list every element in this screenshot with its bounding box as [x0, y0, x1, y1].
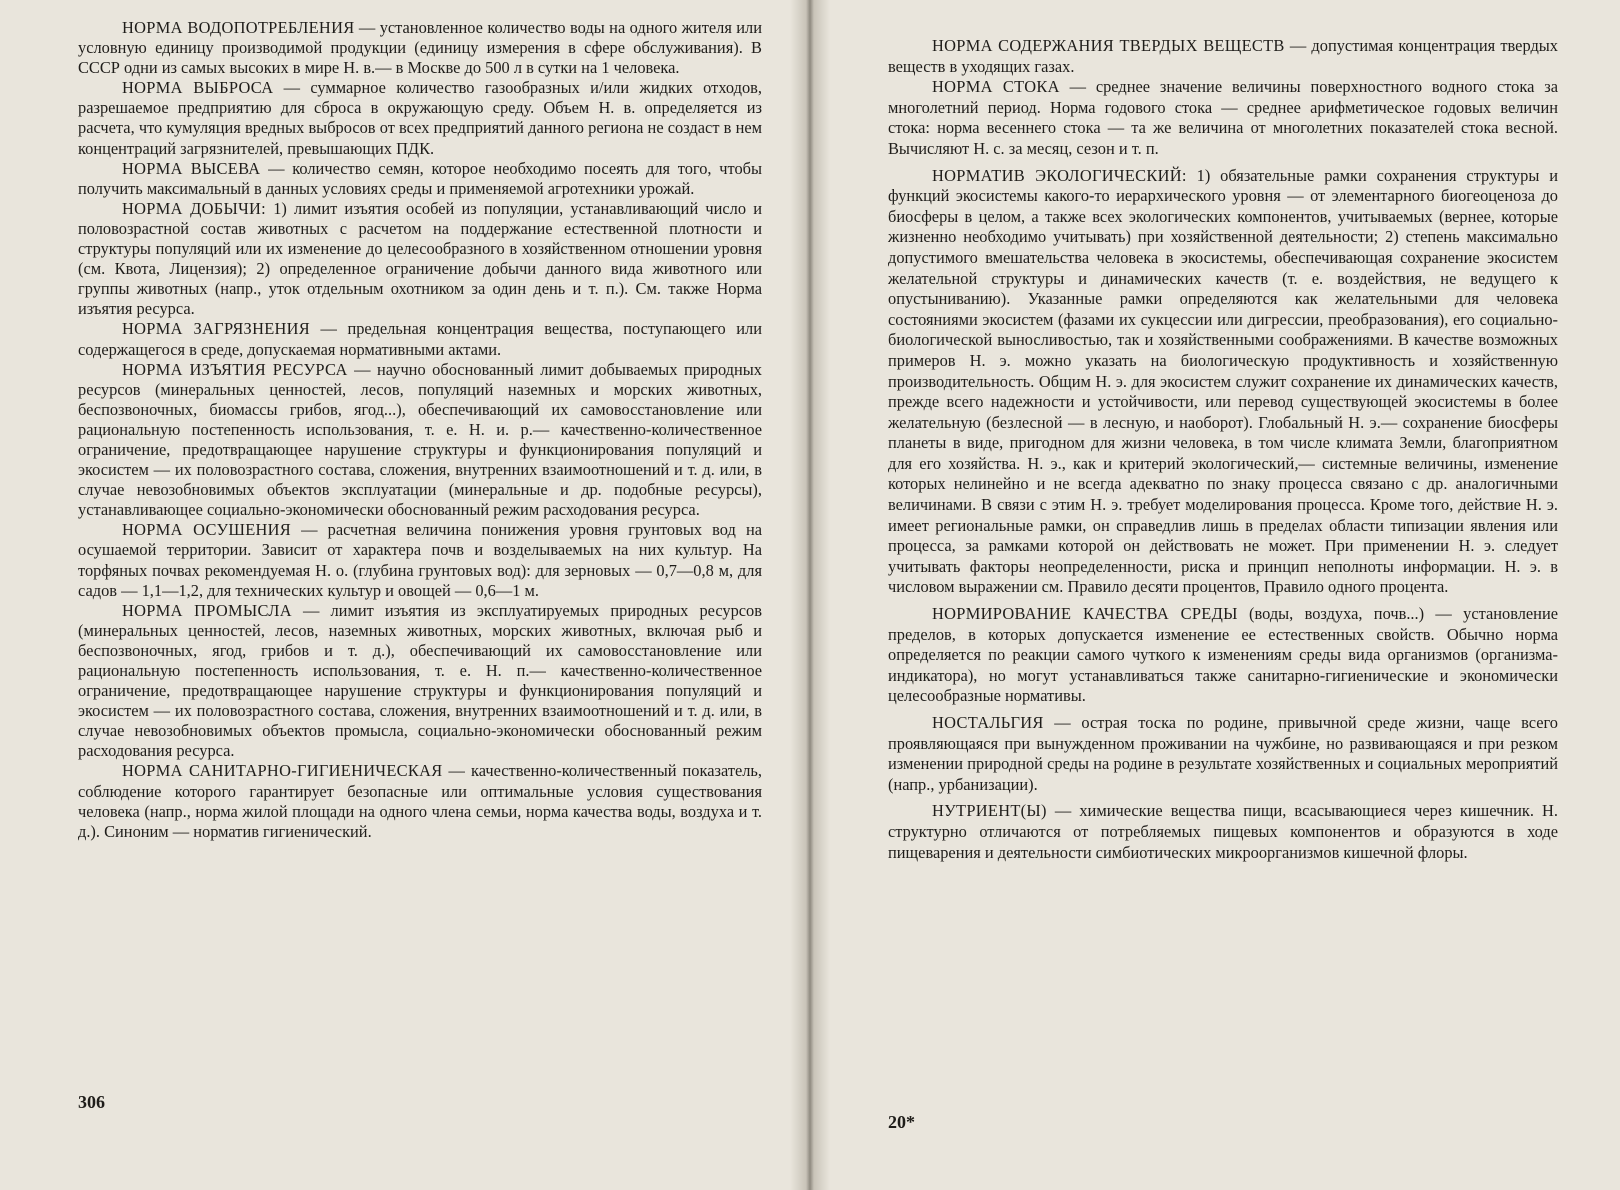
entry-term: НОРМА ПРОМЫСЛА — [122, 600, 292, 620]
left-page — [0, 0, 790, 1190]
entry-text: — среднее значение величины поверхностного водного стока за многолетний период. Норма годового стока — среднее арифметическое годовых величин стока: норма весеннего стока — та же величина от многолетних показателей стока весной. Вычисляют Н. с. за месяц, сезон и т. п. — [888, 77, 1558, 158]
entry-text: 1) лимит изъятия особей из популяции, устанавливающий число и половозрастной состав животных с расчетом на поддержание естественной плотности и структуры популяций или их изменение до целесообразного в хозяйственном отношении уровня (см. Квота, Лицензия); 2) определенное ограничение добычи данного вида животного или группы животных (напр., уток отдельным охотником за один день и т. п.). См. также Норма изъятия ресурса. — [78, 198, 762, 319]
dictionary-entry — [78, 360, 762, 521]
entry-text: — предельная концентрация вещества, поступающего или содержащегося в среде, допускаемая нормативными актами. — [78, 319, 762, 359]
entry-text: — допустимая концентрация твердых веществ в уходящих газах. — [888, 36, 1558, 76]
dictionary-entry — [888, 166, 1558, 598]
entry-text: — суммарное количество газообразных и/или жидких отходов, разрешаемое предприятию для сброса в окружающую среду. Объем Н. в. определяется из расчета, что кумуляция вредных выбросов от всех предприятий данного региона не создаст в нем концентраций загрязнителей, превышающих ПДК. — [78, 78, 762, 158]
entry-text: (воды, воздуха, почв...) — установление пределов, в которых допускается изменение ее естественных свойств. Обычно норма определяется по реакции самого чуткого к изменениям среды вида организмов (организма-индикатора), но могут устанавливаться также санитарно-гигиенические и экономически целесообразные нормативы. — [888, 604, 1558, 706]
dictionary-entry — [78, 159, 762, 199]
page-number: 306 — [78, 1092, 105, 1112]
entry-term: НОРМА СОДЕРЖАНИЯ ТВЕРДЫХ ВЕЩЕСТВ — [932, 36, 1285, 55]
entry-text: — установленное количество воды на одного жителя или условную единицу производимой продукции (единицу измерения в сфере обслуживания). В СССР одни из самых высоких в мире Н. в.— в Москве до 500 л в сутки на 1 человека. — [78, 18, 762, 78]
entry-text: — острая тоска по родине, привычной среде жизни, чаще всего проявляющаяся при вынужденном проживании на чужбине, но развивающаяся и при резком изменении природной среды на родине в результате хозяйственных и социальных мероприятий (напр., урбанизации). — [888, 713, 1558, 794]
entry-term: НОРМА ВОДОПОТРЕБЛЕНИЯ — [122, 18, 355, 37]
dictionary-entry — [78, 761, 762, 841]
entry-text: 1) обязательные рамки сохранения структуры и функций экосистемы какого-то иерархического уровня — от элементарного биогеоценоза до биосферы в целом, а также всех экологических компонентов, учитываемых (вернее, которые жизненно необходимо учитывать) при хозяйственной деятельности; 2) степень максимально допустимого вмешательства человека в экосистемы, обеспечивающая сохранение экосистем желательной структуры и динамических качеств (т. е. воздействия, не ведущего к опустыниванию). Указанные рамки определяются как желательными для человека состояниями экосистем (фазами их сукцессии или дигрессии, преобразования), его социально-биологической выносливостью, так и хозяйственными соображениями. В качестве возможных примеров Н. э. можно указать на биологическую продуктивность и хозяйственную производительность. Общим Н. э. для экосистем служит сохранение их динамических качеств, прежде всего надежности и устойчивости, или перевод существующей экосистемы в более желательную (безлесной — в лесную, и наоборот). Глобальный Н. э.— сохранение биосферы планеты в виде, пригодном для жизни человека, в том числе климата Земли, благоприятном для его хозяйства. Н. э., как и критерий экологический,— системные величины, изменение которых нелинейно и не всегда адекватно по знаку процесса связано с др. аналогичными величинами. В связи с этим Н. э. требует моделирования процесса. Кроме того, действие Н. э. имеет региональные рамки, он справедлив лишь в пределах области типизации явления или процесса, за рамками которой он действовать не может. При применении Н. э. следует учитывать факторы неопределенности, риска и принцип неполноты информации. Н. э. в числовом выражении см. Правило десяти процентов, Правило одного процента. — [888, 165, 1558, 597]
entry-term: НОРМА ДОБЫЧИ: — [122, 198, 267, 218]
dictionary-entry — [78, 520, 762, 600]
entry-term: НОРМА ЗАГРЯЗНЕНИЯ — [122, 319, 311, 339]
entry-term: НОРМА СТОКА — [932, 77, 1060, 97]
entry-term: НОРМАТИВ ЭКОЛОГИЧЕСКИЙ: — [932, 165, 1187, 185]
dictionary-entry — [888, 77, 1558, 159]
dictionary-entry — [78, 78, 762, 158]
entry-text: — расчетная величина понижения уровня грунтовых вод на осушаемой территории. Зависит от характера почв и возделываемых на них культур. На торфяных почвах рекомендуемая Н. о. (глубина грунтовых вод): для зерновых — 0,7—0,8 м, для садов — 1,1—1,2, для технических культур и овощей — 0,6—1 м. — [78, 520, 763, 600]
dictionary-entry — [888, 801, 1558, 863]
dictionary-entry — [888, 604, 1558, 707]
dictionary-entry — [78, 18, 762, 78]
entry-term: НОРМА ОСУШЕНИЯ — [122, 520, 292, 540]
entry-text: — качественно-количественный показатель, соблюдение которого гарантирует безопасные или оптимальные условия существования человека (напр., норма жилой площади на одного члена семьи, норма качества воды, воздуха и т. д.). Синоним — норматив гигиенический. — [78, 761, 763, 841]
entry-term: НУТРИЕНТ(Ы) — [932, 801, 1047, 821]
entry-term: НОРМИРОВАНИЕ КАЧЕСТВА СРЕДЫ — [932, 604, 1238, 624]
page-number: 20* — [888, 1112, 915, 1132]
entry-text: — лимит изъятия из эксплуатируемых природных ресурсов (минеральных ценностей, лесов, наземных животных, морских животных, включая рыб и беспозвоночных, ягод, грибов и т. д.), обеспечивающий их самовосстановление или рациональную постепенность использования, т. е. Н. п.— качественно-количественное ограничение, предотвращающее нарушение структуры и функционирования популяций и экосистем — их половозрастного состава, сложения, внутренних взаимоотношений и т. д. или, в случае невозобновимых объектов промысла, социально-экономически обоснованный режим расходования ресурса. — [78, 600, 762, 761]
entry-term: НОРМА ВЫСЕВА — [122, 158, 261, 178]
entry-term: НОРМА САНИТАРНО-ГИГИЕНИЧЕСКАЯ — [122, 761, 443, 781]
dictionary-entry — [78, 601, 762, 762]
dictionary-entry — [78, 319, 762, 359]
dictionary-entry — [888, 36, 1558, 77]
dictionary-entry — [888, 713, 1558, 795]
entry-text: — химические вещества пищи, всасывающиеся через кишечник. Н. структурно отличаются от потребляемых пищевых компонентов и образуются в ходе пищеварения и деятельности симбиотических микроорганизмов кишечной флоры. — [888, 801, 1558, 862]
entry-term: НОСТАЛЬГИЯ — [932, 713, 1044, 732]
entry-text: — количество семян, которое необходимо посеять для того, чтобы получить максимальный в данных условиях среды и применяемой агротехники урожай. — [78, 158, 762, 198]
entry-term: НОРМА ИЗЪЯТИЯ РЕСУРСА — [122, 359, 348, 379]
entry-term: НОРМА ВЫБРОСА — [122, 78, 274, 98]
dictionary-entry — [78, 199, 762, 320]
entry-text: — научно обоснованный лимит добываемых природных ресурсов (минеральных ценностей, лесов, популяций наземных и морских животных, беспозвоночных, биомассы грибов, ягод...), обеспечивающий их самовосстановление или рациональную постепенность использования, т. е. Н. и. р.— качественно-количественное ограничение, предотвращающее нарушение структуры и функционирования популяций и экосистем — их половозрастного состава, сложения, внутренних взаимоотношений и т. д. или, в случае невозобновимых объектов эксплуатации (минеральные и др. подобные ресурсы), устанавливающее социально-экономически обоснованный режим расходования ресурса. — [78, 359, 763, 520]
book-gutter — [790, 0, 830, 1190]
right-page — [830, 0, 1620, 1190]
